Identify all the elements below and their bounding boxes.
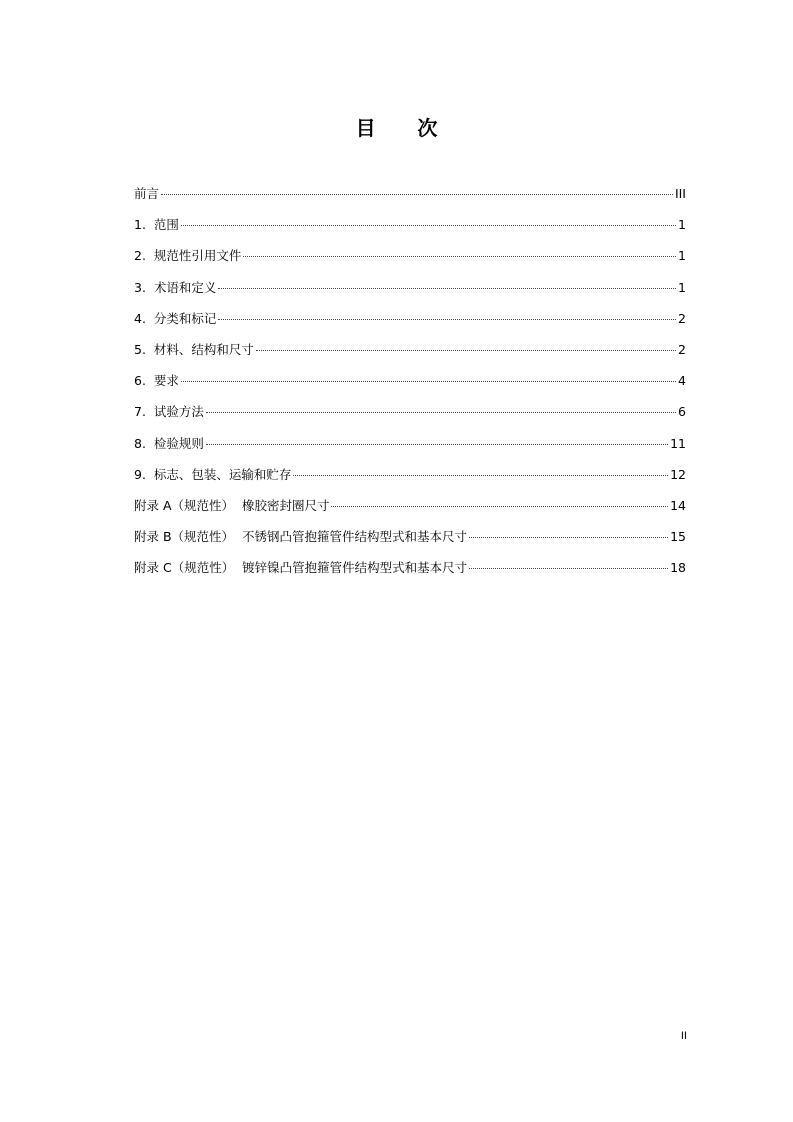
toc-entry-page: 2 (678, 310, 686, 326)
toc-leader-dots (469, 537, 668, 538)
toc-entry-label: 前言 (134, 186, 160, 201)
toc-entry-label: 9. 标志、包装、运输和贮存 (134, 466, 292, 482)
page-title: 目 次 (355, 116, 438, 140)
toc-entry-page: 14 (670, 497, 686, 513)
toc-entry-page: 15 (670, 529, 686, 545)
toc-entry-page: 11 (670, 435, 686, 451)
toc-entry-inspection-rules[interactable] (134, 433, 686, 464)
toc-entry-test-methods[interactable] (134, 401, 686, 432)
toc-entry-page: 1 (678, 248, 686, 264)
toc-entry-requirements[interactable] (134, 370, 686, 401)
toc-entry-label: 附录 B（规范性） 不锈钢凸管抱箍管件结构型式和基本尺寸 (134, 529, 467, 545)
toc-entry-foreword[interactable] (134, 183, 686, 214)
toc-entry-label: 附录 A（规范性） 橡胶密封圈尺寸 (134, 497, 330, 513)
toc-entry-label: 6. 要求 (134, 373, 179, 389)
toc-entry-page: 1 (678, 279, 686, 295)
toc-entry-marking-packaging[interactable] (134, 464, 686, 495)
toc-entry-page: 4 (678, 373, 686, 389)
toc-entry-label: 1. 范围 (134, 217, 179, 233)
toc-entry-materials[interactable] (134, 339, 686, 370)
toc-entry-terms-definitions[interactable] (134, 277, 686, 308)
toc-entry-label: 附录 C（规范性） 镀锌镍凸管抱箍管件结构型式和基本尺寸 (134, 560, 468, 576)
toc-leader-dots (469, 568, 668, 569)
toc-leader-dots (293, 475, 668, 476)
toc-leader-dots (243, 256, 676, 257)
toc-entry-label: 3. 术语和定义 (134, 279, 217, 295)
toc-entry-label: 4. 分类和标记 (134, 310, 217, 326)
toc-entry-label: 8. 检验规则 (134, 435, 204, 451)
toc-entry-page: 6 (678, 404, 686, 420)
toc-leader-dots (161, 194, 673, 195)
toc-entry-label: 2. 规范性引用文件 (134, 248, 242, 264)
toc-leader-dots (256, 350, 676, 351)
toc-entry-classification[interactable] (134, 308, 686, 339)
toc-entry-label: 7. 试验方法 (134, 404, 204, 420)
toc-leader-dots (206, 412, 676, 413)
toc-entry-page: III (674, 186, 686, 201)
toc-leader-dots (218, 288, 676, 289)
table-of-contents (134, 183, 686, 588)
toc-entry-page: 12 (670, 466, 686, 482)
toc-entry-page: 1 (678, 217, 686, 233)
toc-leader-dots (181, 381, 676, 382)
toc-entry-normative-references[interactable] (134, 245, 686, 276)
toc-entry-annex-c[interactable] (134, 557, 686, 588)
toc-entry-scope[interactable] (134, 214, 686, 245)
toc-entry-label: 5. 材料、结构和尺寸 (134, 341, 254, 357)
toc-entry-page: 2 (678, 341, 686, 357)
toc-entry-annex-b[interactable] (134, 526, 686, 557)
toc-leader-dots (331, 506, 668, 507)
toc-leader-dots (181, 225, 676, 226)
toc-entry-annex-a[interactable] (134, 495, 686, 526)
page-number: II (680, 1030, 687, 1042)
toc-leader-dots (218, 319, 676, 320)
toc-entry-page: 18 (670, 560, 686, 576)
toc-leader-dots (206, 444, 668, 445)
